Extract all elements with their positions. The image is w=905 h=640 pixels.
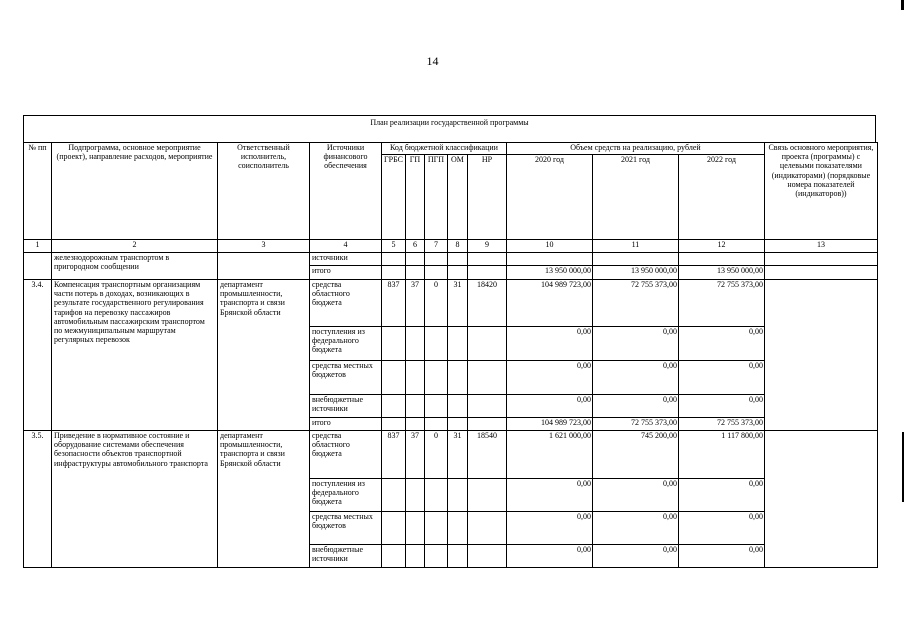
col-header-np: НР [467,155,506,240]
table-row [24,280,878,327]
code-pgp: 0 [424,280,447,327]
source-cell: средства областного бюджета [310,280,382,327]
code-pgp: 0 [424,431,447,479]
scan-edge-mark [902,432,904,502]
amount-2022: 72 755 373,00 [678,280,764,327]
col-number: 3 [218,240,310,253]
col-header-2020: 2020 год [506,155,592,240]
table-title: План реализации государственной программы [23,115,876,142]
code-grbs: 837 [382,431,406,479]
col-number: 9 [467,240,506,253]
col-header-num: № пп [24,143,52,240]
table-row [24,253,878,266]
amount-2022: 72 755 373,00 [678,418,764,431]
col-number: 5 [382,240,406,253]
amount-2022: 13 950 000,00 [678,266,764,280]
col-number: 11 [592,240,678,253]
col-number: 2 [52,240,218,253]
source-cell: средства местных бюджетов [310,512,382,545]
amount-2020: 0,00 [506,395,592,418]
amount-2021: 0,00 [592,512,678,545]
code-gp: 37 [405,431,424,479]
amount-2020: 104 989 723,00 [506,418,592,431]
code-om: 31 [447,280,467,327]
responsible-executor: департамент промышленности, транспорта и связи Брянской области [218,280,310,431]
amount-2020: 0,00 [506,479,592,512]
source-cell: итого [310,418,382,431]
amount-2022: 0,00 [678,361,764,395]
amount-2020: 0,00 [506,361,592,395]
amount-2022: 0,00 [678,545,764,568]
col-header-grbs: ГРБС [382,155,406,240]
amount-2021: 0,00 [592,479,678,512]
amount-2021: 0,00 [592,327,678,361]
col-header-om: ОМ [447,155,467,240]
amount-2021: 13 950 000,00 [592,266,678,280]
amount-2022: 0,00 [678,479,764,512]
col-number: 4 [310,240,382,253]
source-cell: средства местных бюджетов [310,361,382,395]
measure-name: Компенсация транспортным организациям части потерь в доходах, возникающих в результате государственного регулирования тарифов на перевозку пассажиров автомобильным пассажирским транспортом по межмуниципальным маршрутам регулярных перевозок [52,280,218,431]
code-np: 18420 [467,280,506,327]
col-header-sources: Источники финансового обеспечения [310,143,382,240]
program-plan-table [23,142,878,568]
amount-2020 [506,253,592,266]
source-cell: поступления из федерального бюджета [310,479,382,512]
col-header-2021: 2021 год [592,155,678,240]
code-np: 18540 [467,431,506,479]
amount-2022: 1 117 800,00 [678,431,764,479]
source-cell: внебюджетные источники [310,395,382,418]
source-cell: средства областного бюджета [310,431,382,479]
col-number: 1 [24,240,52,253]
item-number: 3.5. [24,431,52,568]
code-grbs: 837 [382,280,406,327]
amount-2020: 0,00 [506,512,592,545]
measure-name: Приведение в нормативное состояние и оборудование системами обеспечения безопасности объектов транспортной инфраструктуры автомобильного транспорта [52,431,218,568]
col-header-2022: 2022 год [678,155,764,240]
col-number: 10 [506,240,592,253]
col-number: 7 [424,240,447,253]
col-header-volume: Объем средств на реализацию, рублей [506,143,764,155]
amount-2022: 0,00 [678,395,764,418]
item-number: 3.4. [24,280,52,431]
amount-2021: 0,00 [592,545,678,568]
code-gp: 37 [405,280,424,327]
amount-2021 [592,253,678,266]
amount-2020: 104 989 723,00 [506,280,592,327]
amount-2022: 0,00 [678,512,764,545]
amount-2020: 13 950 000,00 [506,266,592,280]
amount-2021: 0,00 [592,361,678,395]
source-cell: внебюджетные источники [310,545,382,568]
amount-2020: 0,00 [506,327,592,361]
code-om: 31 [447,431,467,479]
amount-2021: 745 200,00 [592,431,678,479]
col-number: 8 [447,240,467,253]
amount-2021: 72 755 373,00 [592,280,678,327]
responsible-executor: департамент промышленности, транспорта и связи Брянской области [218,431,310,568]
col-number: 12 [678,240,764,253]
col-header-subprogram: Подпрограмма, основное мероприятие (проект), направление расходов, мероприятие [52,143,218,240]
amount-2021: 72 755 373,00 [592,418,678,431]
table-row [24,431,878,479]
amount-2022 [678,253,764,266]
col-header-responsible: Ответственный исполнитель, соисполнитель [218,143,310,240]
col-header-budget-code: Код бюджетной классификации [382,143,507,155]
measure-name: железнодорожным транспортом в пригородном сообщении [52,253,218,280]
amount-2020: 0,00 [506,545,592,568]
col-header-link: Связь основного мероприятия, проекта (программы) с целевыми показателями (индикаторами) (порядковые номера показателей (индикаторов)) [764,143,877,240]
amount-2020: 1 621 000,00 [506,431,592,479]
col-number: 13 [764,240,877,253]
page-number: 14 [426,54,439,68]
amount-2021: 0,00 [592,395,678,418]
source-cell: итого [310,266,382,280]
col-header-pgp: ПГП [424,155,447,240]
col-number: 6 [405,240,424,253]
source-cell: источники [310,253,382,266]
scan-edge-mark [901,0,904,10]
source-cell: поступления из федерального бюджета [310,327,382,361]
amount-2022: 0,00 [678,327,764,361]
col-header-gp: ГП [405,155,424,240]
